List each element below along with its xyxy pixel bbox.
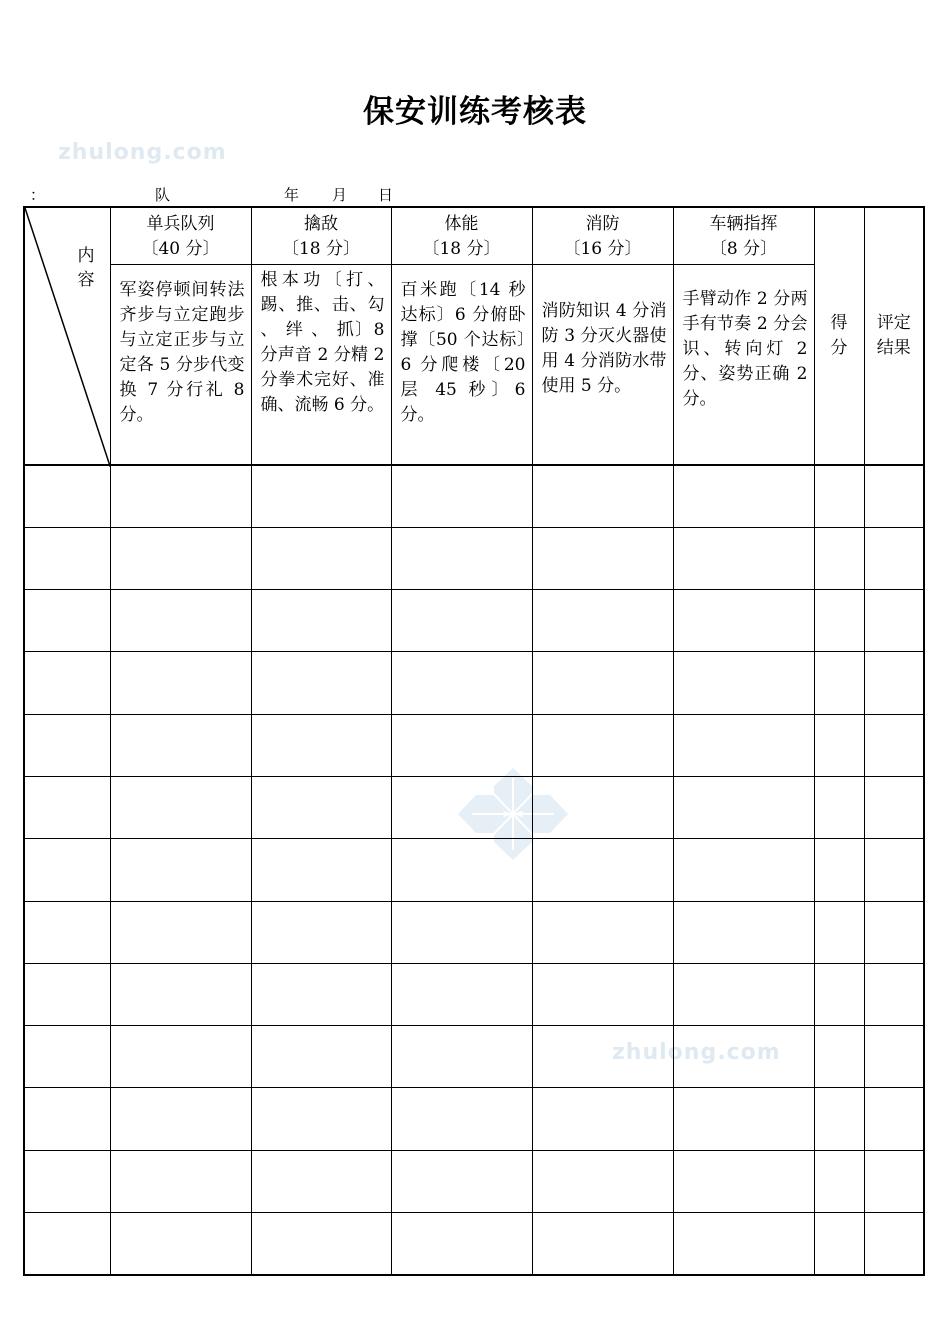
column-points: 〔18 分〕 [281, 239, 361, 259]
column-header-traffic [673, 207, 814, 264]
column-header-firefighting [532, 207, 673, 264]
entry-cell[interactable] [814, 714, 864, 776]
result-header: 评定结果 [864, 207, 924, 465]
entry-cell[interactable] [814, 652, 864, 714]
entry-cell[interactable] [251, 652, 391, 714]
entry-cell[interactable] [251, 527, 391, 589]
entry-cell[interactable] [864, 839, 924, 901]
entry-cell[interactable] [24, 590, 110, 652]
entry-cell[interactable] [673, 839, 814, 901]
entry-cell[interactable] [24, 465, 110, 527]
entry-cell[interactable] [864, 901, 924, 963]
entry-cell[interactable] [673, 1213, 814, 1275]
table-row [24, 1088, 924, 1150]
entry-cell[interactable] [864, 1088, 924, 1150]
entry-cell[interactable] [24, 1088, 110, 1150]
entry-cell[interactable] [864, 590, 924, 652]
header-row-titles [24, 207, 924, 264]
column-name: 车辆指挥 [709, 214, 778, 234]
meta-colon: ： [30, 186, 46, 204]
entry-cell[interactable] [110, 963, 251, 1025]
meta-month: 月 [332, 186, 348, 204]
entry-cell[interactable] [814, 1088, 864, 1150]
entry-cell[interactable] [391, 776, 532, 838]
entry-cell[interactable] [673, 1088, 814, 1150]
table-row [24, 1026, 924, 1088]
entry-cell[interactable] [24, 1213, 110, 1275]
entry-cell[interactable] [673, 590, 814, 652]
entry-cell[interactable] [110, 465, 251, 527]
entry-cell[interactable] [673, 652, 814, 714]
entry-cell[interactable] [864, 714, 924, 776]
corner-label: 内容 [77, 246, 95, 290]
column-points: 〔8 分〕 [709, 239, 778, 259]
entry-cell[interactable] [673, 1150, 814, 1212]
entry-cell[interactable] [24, 527, 110, 589]
entry-cell[interactable] [391, 1150, 532, 1212]
criteria-combat: 根本功〔打、踢、推、击、勾 、 绊 、 抓〕8 分声音 2 分精 2 分拳术完好、准确、流畅 6 分。 [251, 264, 391, 465]
entry-cell[interactable] [24, 963, 110, 1025]
entry-cell[interactable] [24, 1150, 110, 1212]
entry-cell[interactable] [532, 839, 673, 901]
column-name: 体能 [444, 214, 479, 234]
entry-cell[interactable] [864, 1213, 924, 1275]
entry-cell[interactable] [532, 901, 673, 963]
table-row [24, 652, 924, 714]
entry-cell[interactable] [391, 1088, 532, 1150]
entry-cell[interactable] [251, 714, 391, 776]
score-header: 得分 [814, 207, 864, 465]
entry-cell[interactable] [864, 776, 924, 838]
table-row [24, 714, 924, 776]
meta-day: 日 [378, 186, 394, 204]
entry-cell[interactable] [251, 901, 391, 963]
entry-cell[interactable] [673, 465, 814, 527]
entry-cell[interactable] [532, 1150, 673, 1212]
entry-cell[interactable] [864, 1026, 924, 1088]
entry-cell[interactable] [814, 963, 864, 1025]
entry-cell[interactable] [532, 1213, 673, 1275]
table-row [24, 776, 924, 838]
entry-cell[interactable] [814, 901, 864, 963]
diagonal-line [25, 208, 111, 467]
entry-cell[interactable] [532, 963, 673, 1025]
entry-cell[interactable] [110, 901, 251, 963]
entry-cell[interactable] [251, 839, 391, 901]
entry-cell[interactable] [673, 714, 814, 776]
entry-cell[interactable] [814, 590, 864, 652]
entry-cell[interactable] [814, 465, 864, 527]
entry-cell[interactable] [673, 776, 814, 838]
entry-cell[interactable] [251, 1088, 391, 1150]
entry-cell[interactable] [532, 714, 673, 776]
entry-cell[interactable] [391, 839, 532, 901]
entry-cell[interactable] [110, 714, 251, 776]
entry-cell[interactable] [814, 1150, 864, 1212]
form-title: 保安训练考核表 [363, 94, 587, 130]
meta-team: 队 [155, 186, 171, 204]
entry-cell[interactable] [391, 1213, 532, 1275]
column-name: 擒敌 [304, 214, 338, 234]
criteria-drill: 军姿停顿间转法齐步与立定跑步与立定正步与立定各 5 分步代变换 7 分行礼 8 分。 [110, 264, 251, 465]
entry-cell[interactable] [673, 527, 814, 589]
entry-cell[interactable] [391, 1026, 532, 1088]
entry-cell[interactable] [532, 1026, 673, 1088]
table-row [24, 465, 924, 527]
entry-cell[interactable] [251, 1213, 391, 1275]
table-row [24, 963, 924, 1025]
entry-cell[interactable] [532, 527, 673, 589]
score-entry-rows [24, 465, 924, 1275]
entry-cell[interactable] [814, 527, 864, 589]
column-name: 单兵队列 [146, 214, 215, 234]
entry-cell[interactable] [814, 839, 864, 901]
table-row [24, 901, 924, 963]
entry-cell[interactable] [864, 963, 924, 1025]
table-row [24, 527, 924, 589]
entry-cell[interactable] [391, 590, 532, 652]
entry-cell[interactable] [673, 1026, 814, 1088]
watermark-top: zhulong.com [58, 140, 227, 165]
entry-cell[interactable] [251, 776, 391, 838]
entry-cell[interactable] [814, 1213, 864, 1275]
criteria-traffic: 手臂动作 2 分两手有节奏 2 分会识、转向灯 2 分、姿势正确 2 分。 [673, 264, 814, 465]
assessment-table [23, 206, 925, 1276]
entry-cell[interactable] [251, 963, 391, 1025]
header-row-descriptions [24, 264, 924, 465]
entry-cell[interactable] [24, 776, 110, 838]
column-name: 消防 [585, 214, 620, 234]
entry-cell[interactable] [110, 590, 251, 652]
criteria-firefighting: 消防知识 4 分消防 3 分灭火器使用 4 分消防水带使用 5 分。 [532, 264, 673, 465]
entry-cell[interactable] [864, 652, 924, 714]
entry-cell[interactable] [24, 652, 110, 714]
entry-cell[interactable] [814, 1026, 864, 1088]
entry-cell[interactable] [110, 839, 251, 901]
entry-cell[interactable] [251, 1026, 391, 1088]
entry-cell[interactable] [110, 527, 251, 589]
watermark-bottom: zhulong.com [612, 1040, 781, 1065]
entry-cell[interactable] [110, 1088, 251, 1150]
entry-cell[interactable] [251, 465, 391, 527]
entry-cell[interactable] [391, 527, 532, 589]
entry-cell[interactable] [24, 901, 110, 963]
table-row [24, 590, 924, 652]
corner-cell [24, 207, 110, 465]
column-header-combat [251, 207, 391, 264]
entry-cell[interactable] [673, 963, 814, 1025]
entry-cell[interactable] [864, 1150, 924, 1212]
entry-cell[interactable] [391, 901, 532, 963]
entry-cell[interactable] [391, 652, 532, 714]
entry-cell[interactable] [24, 714, 110, 776]
entry-cell[interactable] [24, 1026, 110, 1088]
column-header-fitness [391, 207, 532, 264]
entry-cell[interactable] [110, 1026, 251, 1088]
column-points: 〔40 分〕 [141, 239, 220, 259]
entry-cell[interactable] [110, 776, 251, 838]
entry-cell[interactable] [251, 590, 391, 652]
table-row [24, 1150, 924, 1212]
entry-cell[interactable] [673, 901, 814, 963]
column-header-drill [110, 207, 251, 264]
entry-cell[interactable] [110, 1213, 251, 1275]
table-row [24, 1213, 924, 1275]
entry-cell[interactable] [532, 776, 673, 838]
criteria-fitness: 百米跑〔14 秒达标〕6 分俯卧撑〔50 个达标〕6 分爬楼〔20 层 45 秒〕6 分。 [391, 264, 532, 465]
entry-cell[interactable] [814, 776, 864, 838]
entry-cell[interactable] [110, 1150, 251, 1212]
entry-cell[interactable] [532, 652, 673, 714]
entry-cell[interactable] [532, 465, 673, 527]
entry-cell[interactable] [391, 465, 532, 527]
table-row [24, 839, 924, 901]
entry-cell[interactable] [24, 839, 110, 901]
entry-cell[interactable] [532, 590, 673, 652]
entry-cell[interactable] [251, 1150, 391, 1212]
entry-cell[interactable] [391, 714, 532, 776]
meta-year: 年 [284, 186, 300, 204]
column-points: 〔18 分〕 [422, 239, 501, 259]
entry-cell[interactable] [532, 1088, 673, 1150]
entry-cell[interactable] [864, 465, 924, 527]
entry-cell[interactable] [864, 527, 924, 589]
entry-cell[interactable] [391, 963, 532, 1025]
entry-cell[interactable] [110, 652, 251, 714]
column-points: 〔16 分〕 [563, 239, 642, 259]
